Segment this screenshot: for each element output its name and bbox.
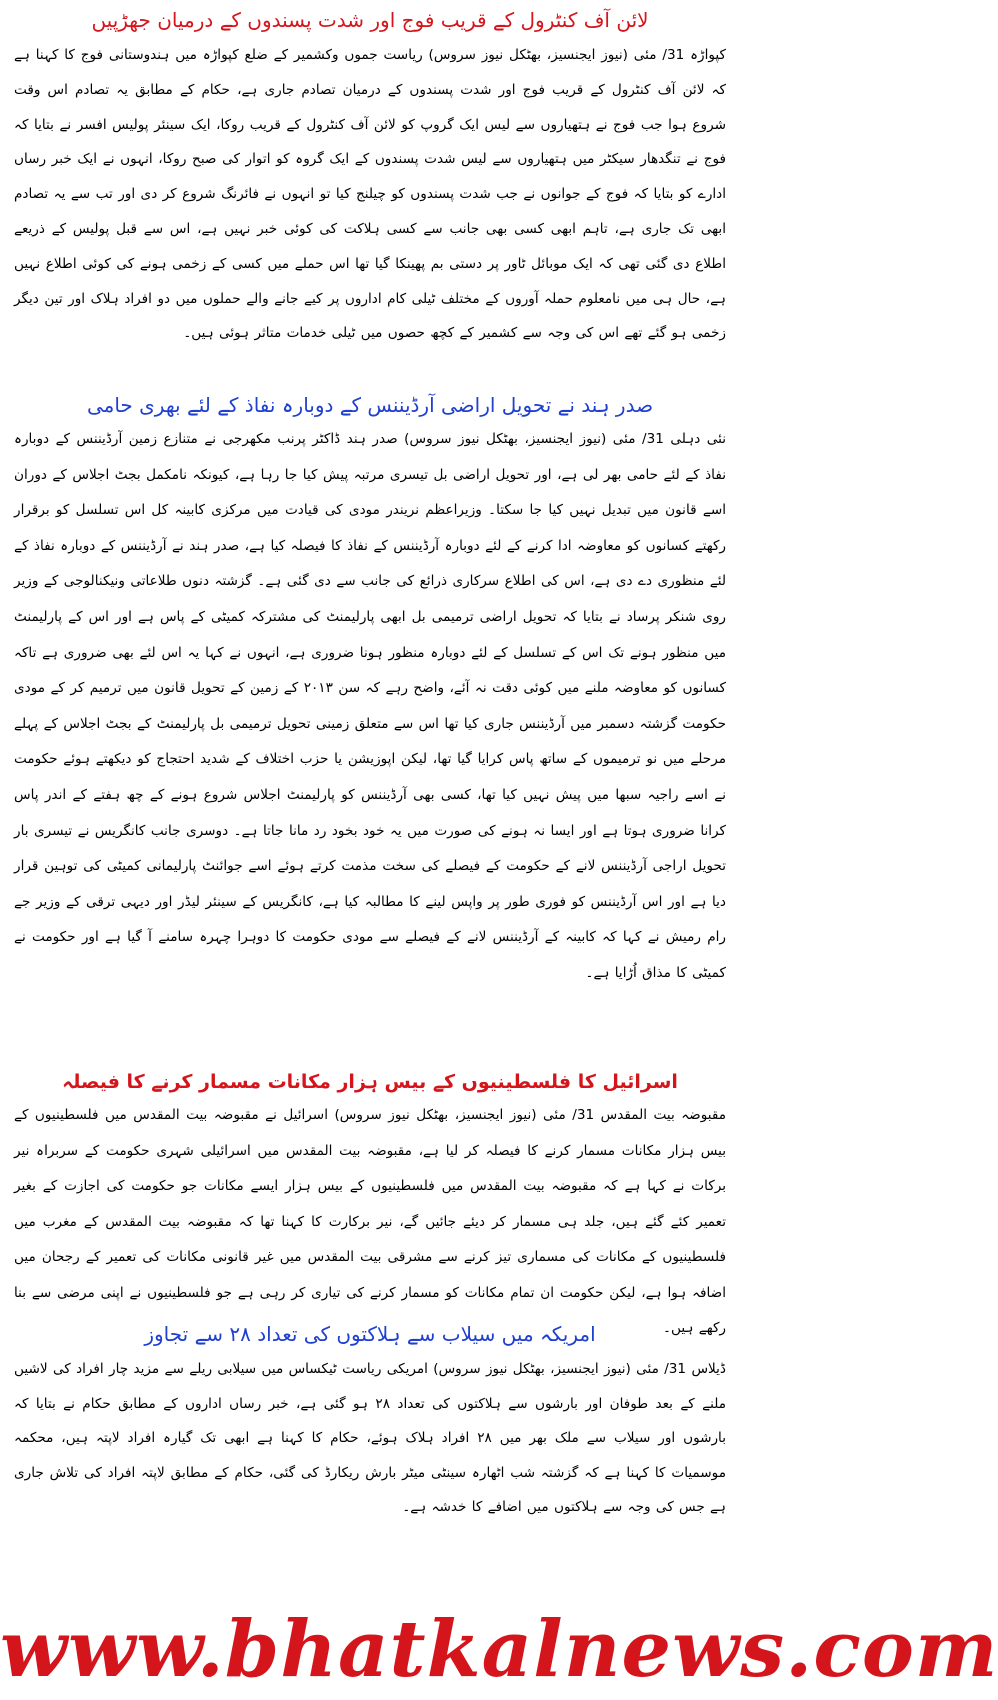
article-headline: صدر ہند نے تحویل اراضی آرڈیننس کے دوبارہ نفاذ کے لئے بھری حامی — [86, 393, 654, 417]
article-headline: اسرائیل کا فلسطینیوں کے بیس ہزار مکانات مسمار کرنے کا فیصلہ — [62, 1071, 678, 1093]
article-body: کپواڑہ 31/ مئی (نیوز ایجنسیز، بھٹکل نیوز سروس) ریاست جموں وکشمیر کے ضلع کپواڑہ میں ہندوستانی فوج کا کہنا ہے کہ لائن آف کنٹرول کے قریب فوج اور شدت پسندوں کے درمیان تصادم جاری ہے، حکام کے مطابق یہ تصادم اس وقت شروع ہوا جب فوج نے ہتھیاروں سے لیس ایک گروپ کو لائن آف کنٹرول کے قریب روکا، ایک سینئر پولیس افسر نے بتایا کہ فوج نے تنگدھار سیکٹر میں ہتھیاروں سے لیس شدت پسندوں کے ایک گروہ کو اتوار کی صبح روکا، انہوں نے ایک خبر رساں ادارے کو بتایا کہ فوج کے جوانوں نے جب شدت پسندوں کو چیلنج کیا تو انہوں نے فائرنگ شروع کر دی اور تب سے یہ تصادم ابھی تک جاری ہے، تاہم ابھی کسی بھی جانب سے کسی ہلاکت کی کوئی خبر نہیں ہے، اس سے قبل پولیس کے ذریعے اطلاع دی گئی تھی کہ ایک موبائل ٹاور پر دستی بم پھینکا گیا تھا اس حملے میں کسی کے زخمی ہونے کی کوئی اطلاع نہیں ہے، حال ہی میں نامعلوم حملہ آوروں کے مختلف ٹیلی کام اداروں پر کیے جانے والے حملوں میں دو افراد ہلاک اور تین دیگر زخمی ہو گئے تھے اس کی وجہ سے کشمیر کے کچھ حصوں میں ٹیلی خدمات متاثر ہوئی ہیں۔ — [14, 47, 726, 342]
article-body: ڈیلاس 31/ مئی (نیوز ایجنسیز، بھٹکل نیوز سروس) امریکی ریاست ٹیکساس میں سیلابی ریلے سے مزید چار افراد کی لاشیں ملنے کے بعد طوفان اور بارشوں سے ہلاکتوں کی تعداد ۲۸ ہو گئی ہے، خبر رساں اداروں کے مطابق حکام نے بتایا کہ بارشوں اور سیلاب سے ملک بھر میں ۲۸ افراد ہلاک ہوئے، حکام کا کہنا ہے ابھی تک گیارہ افراد لاپتہ ہیں، محکمہ موسمیات کا کہنا ہے کہ گزشتہ شب اٹھارہ سینٹی میٹر بارش ریکارڈ کی گئی، حکام کے مطابق لاپتہ افراد کی تلاش جاری ہے جس کی وجہ سے ہلاکتوں میں اضافے کا خدشہ ہے۔ — [14, 1361, 726, 1515]
article-land-ordinance — [14, 386, 726, 1064]
article-body: مقبوضہ بیت المقدس 31/ مئی (نیوز ایجنسیز، بھٹکل نیوز سروس) اسرائیل نے مقبوضہ بیت المقدس میں فلسطینیوں کے بیس ہزار مکانات مسمار کرنے کا فیصلہ کر لیا ہے، مقبوضہ بیت المقدس میں اسرائیلی شہری حکومت کے سربراہ نیر برکات نے کہا ہے کہ مقبوضہ بیت المقدس میں فلسطینیوں کے بیس ہزار ایسے مکانات جو حکومت کی اجازت کے بغیر تعمیر کئے گئے ہیں، جلد ہی مسمار کر دیئے جائیں گے، نیر برکارت کا کہنا تھا کہ مقبوضہ بیت المقدس کے مغرب میں فلسطینیوں کے مکانات کی مسماری تیز کرنے سے مشرقی بیت المقدس میں غیر قانونی مکانات کی تعمیر کے رجحان میں اضافہ ہوا ہے، لیکن حکومت ان تمام مکانات کو مسمار کرنے کی تیاری کر رہی ہے جو فلسطینیوں نے اپنی مرضی سے بنا رکھے ہیں۔ — [14, 1107, 727, 1336]
article-headline: لائن آف کنٹرول کے قریب فوج اور شدت پسندوں کے درمیان جھڑپیں — [91, 8, 649, 32]
article-loc-clashes — [14, 4, 726, 386]
article-us-floods — [14, 1314, 726, 1515]
article-body: نئی دہلی 31/ مئی (نیوز ایجنسیز، بھٹکل نیوز سروس) صدر ہند ڈاکٹر پرنب مکھرجی نے متنازع زمین آرڈیننس کے دوبارہ نفاذ کے لئے حامی بھر لی ہے، اور تحویل اراضی بل تیسری مرتبہ پیش کیا جا رہا ہے، کیونکہ نامکمل بجٹ اجلاس کے دوران اسے قانون میں تبدیل نہیں کیا جا سکتا۔ وزیراعظم نریندر مودی کی قیادت میں مرکزی کابینہ کل اس تسلسل کو برقرار رکھتے کسانوں کو معاوضہ ادا کرنے کے لئے دوبارہ آرڈیننس کے نفاذ کا فیصلہ کیا ہے، صدر ہند نے آرڈیننس کے دوبارہ نفاذ کے لئے منظوری دے دی ہے، اس کی اطلاع سرکاری ذرائع کی جانب سے دی گئی ہے۔ گزشتہ دنوں طلاعاتی ونیکنالوجی کے وزیر روی شنکر پرساد نے بتایا کہ تحویل اراضی ترمیمی بل ابھی پارلیمنٹ کی مشترکہ کمیٹی کے پاس ہے اور اس کے پارلیمنٹ میں منظور ہونے تک اس کے تسلسل کے لئے دوبارہ منظور ہونا ضروری ہے، انہوں نے کہا یہ اس لئے بھی ضروری ہے تاکہ کسانوں کو معاوضہ ملنے میں کوئی دقت نہ آئے، واضح رہے کہ سن ۲۰۱۳ کے زمین کے تحویل قانون میں ترمیم کر کے مودی حکومت گزشتہ دسمبر میں آرڈیننس جاری کیا تھا اس سے متعلق زمینی تحویل ترمیمی بل پارلیمنٹ کے بجٹ اجلاس کے پہلے مرحلے میں نو ترمیموں کے ساتھ پاس کرایا گیا تھا، لیکن اپوزیشن یا حزب اختلاف کے شدید احتجاج کو دیکھتے ہوئے حکومت نے اسے راجیہ سبھا میں پیش نہیں کیا تھا، کسی بھی آرڈیننس کو پارلیمنٹ اجلاس شروع ہونے کے چھ ہفتے کے اندر پاس کرانا ضروری ہوتا ہے اور ایسا نہ ہونے کی صورت میں یہ خود بخود رد مانا جاتا ہے۔ دوسری جانب کانگریس نے تیسری بار تحویل اراجی آرڈیننس لانے کے حکومت کے فیصلے کی سخت مذمت کرتے ہوئے اسے جوائنٹ پارلیمانی کمیٹی کی توہین قرار دیا ہے اور اس آرڈیننس کو فوری طور پر واپس لینے کا مطالبہ کیا ہے، کانگریس کے سینئر لیڈر اور دیہی ترقی کے وزیر جے رام رمیش نے کہا کہ کابینہ کے آرڈیننس لانے کے فیصلے سے مودی حکومت کا دوہرا چہرہ سامنے آ گیا ہے اور حکومت نے کمیٹی کا مذاق اُڑایا ہے۔ — [14, 431, 726, 981]
site-url-watermark: www.bhatkalnews.com — [0, 1604, 998, 1695]
article-headline: امریکہ میں سیلاب سے ہلاکتوں کی تعداد ۲۸ سے تجاوز — [144, 1322, 596, 1346]
